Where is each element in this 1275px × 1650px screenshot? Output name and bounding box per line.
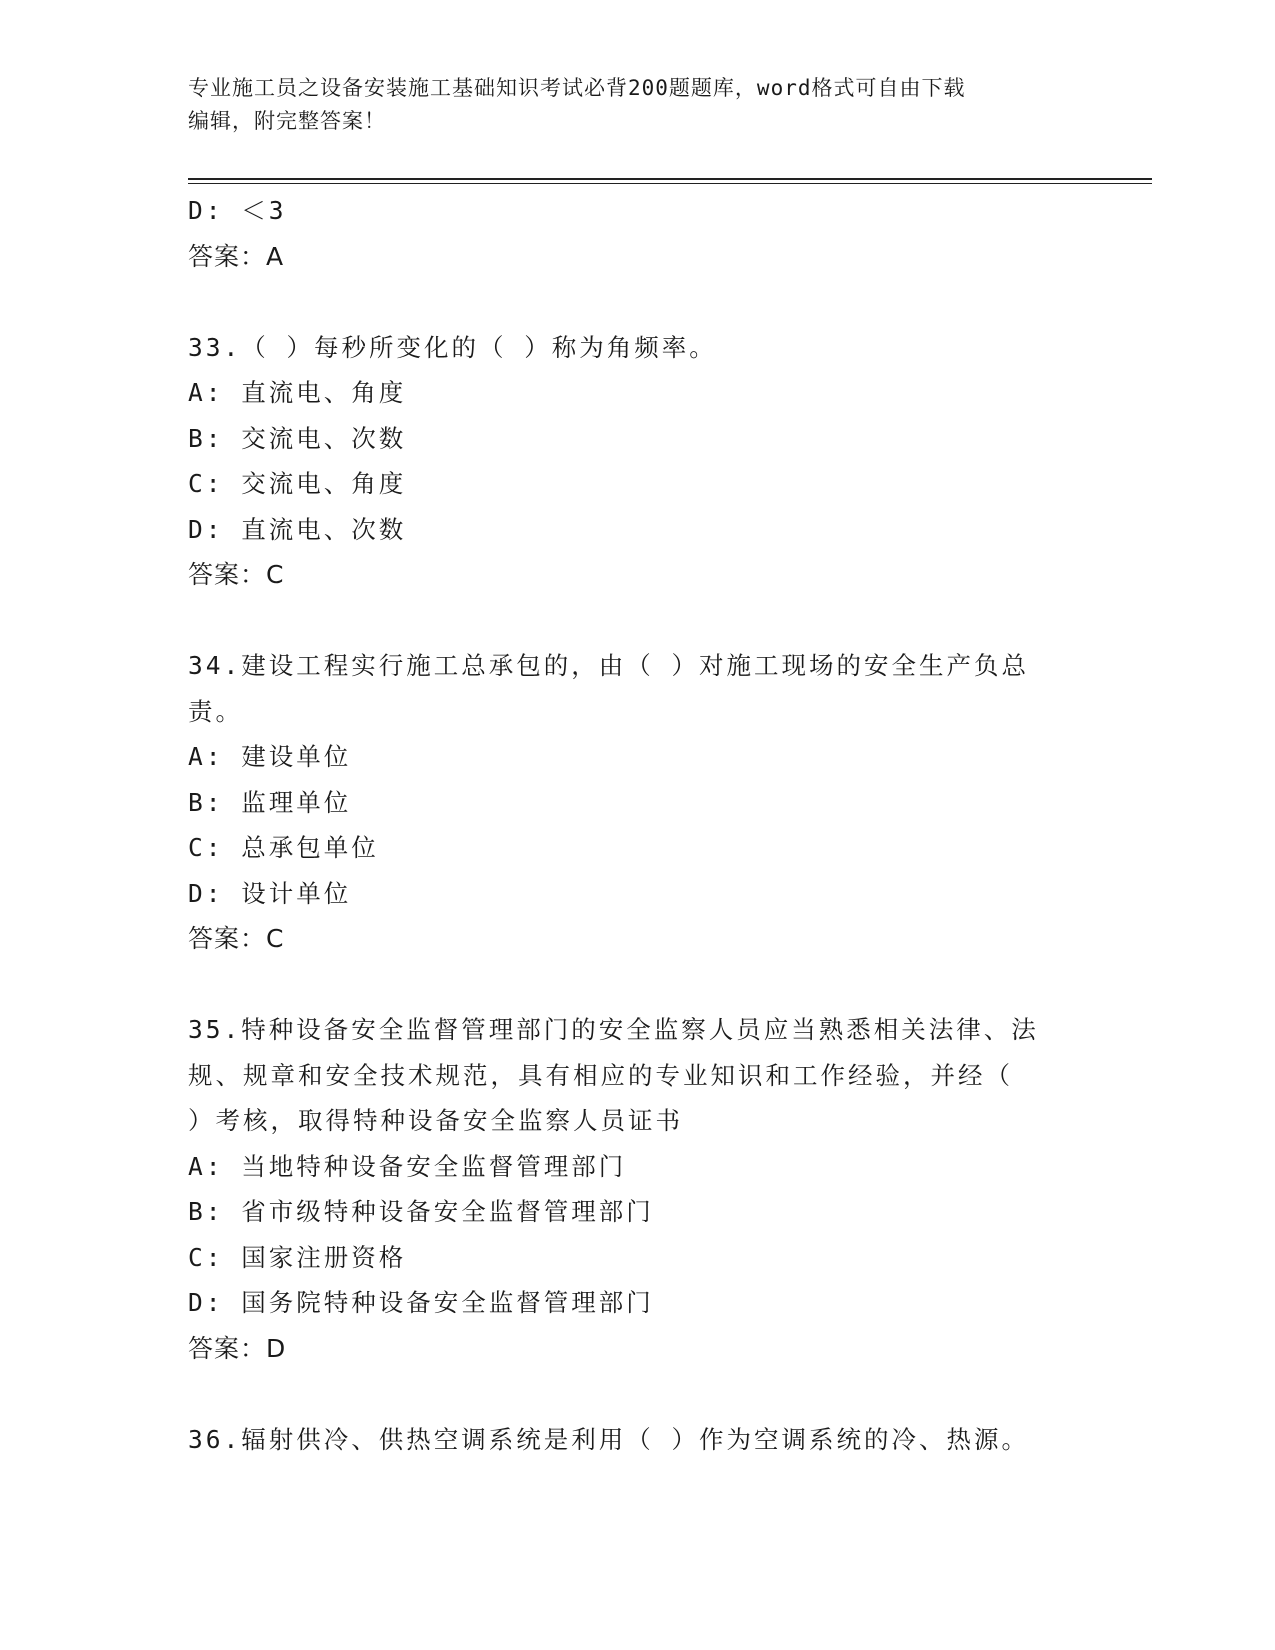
- option-a: A: 建设单位: [188, 742, 352, 771]
- header-title-line-1: 专业施工员之设备安装施工基础知识考试必背200题题库，word格式可自由下载: [188, 76, 966, 100]
- answer: 答案：A: [188, 241, 285, 271]
- option-d: D: 设计单位: [188, 878, 352, 908]
- option-b: B: 省市级特种设备安全监督管理部门: [188, 1197, 654, 1226]
- question-34: [188, 643, 1088, 962]
- question-35: [188, 1007, 1088, 1371]
- question-list: [188, 188, 1088, 1462]
- option-a: A: 当地特种设备安全监督管理部门: [188, 1151, 627, 1181]
- question-stem: 36.辐射供冷、供热空调系统是利用（ ）作为空调系统的冷、热源。: [188, 1424, 1029, 1454]
- spacer: [188, 279, 1088, 325]
- option-d: D: 直流电、次数: [188, 514, 407, 544]
- option-c: C: 交流电、角度: [188, 469, 407, 498]
- option-a: A: 直流电、角度: [188, 378, 407, 407]
- question-36: [188, 1417, 1088, 1463]
- question-stem-line-2: 规、规章和安全技术规范，具有相应的专业知识和工作经验，并经（: [188, 1060, 1013, 1090]
- question-stem-line-1: 34.建设工程实行施工总承包的，由（ ）对施工现场的安全生产负总: [188, 651, 1029, 680]
- option-d: D: ＜3: [188, 196, 287, 225]
- header-divider-thick: [188, 178, 1152, 180]
- answer: 答案：C: [188, 924, 285, 953]
- header-divider-thin: [188, 183, 1152, 184]
- spacer: [188, 962, 1088, 1008]
- option-b: B: 交流电、次数: [188, 423, 407, 453]
- option-c: C: 总承包单位: [188, 833, 379, 862]
- spacer: [188, 1371, 1088, 1417]
- question-stem-line-1: 35.特种设备安全监督管理部门的安全监察人员应当熟悉相关法律、法: [188, 1015, 1039, 1044]
- spacer: [188, 598, 1088, 644]
- question-32: [188, 188, 1088, 279]
- option-c: C: 国家注册资格: [188, 1242, 407, 1272]
- header-title-line-2: 编辑，附完整答案！: [188, 109, 386, 133]
- answer: 答案：D: [188, 1333, 287, 1363]
- question-stem-line-2: 责。: [188, 696, 243, 726]
- answer: 答案：C: [188, 560, 285, 589]
- question-stem: 33.（ ）每秒所变化的（ ）称为角频率。: [188, 332, 717, 362]
- question-33: [188, 325, 1088, 598]
- question-stem-line-3: ）考核，取得特种设备安全监察人员证书: [188, 1106, 683, 1135]
- document-header: [188, 72, 1078, 138]
- option-b: B: 监理单位: [188, 787, 352, 817]
- option-d: D: 国务院特种设备安全监督管理部门: [188, 1288, 654, 1317]
